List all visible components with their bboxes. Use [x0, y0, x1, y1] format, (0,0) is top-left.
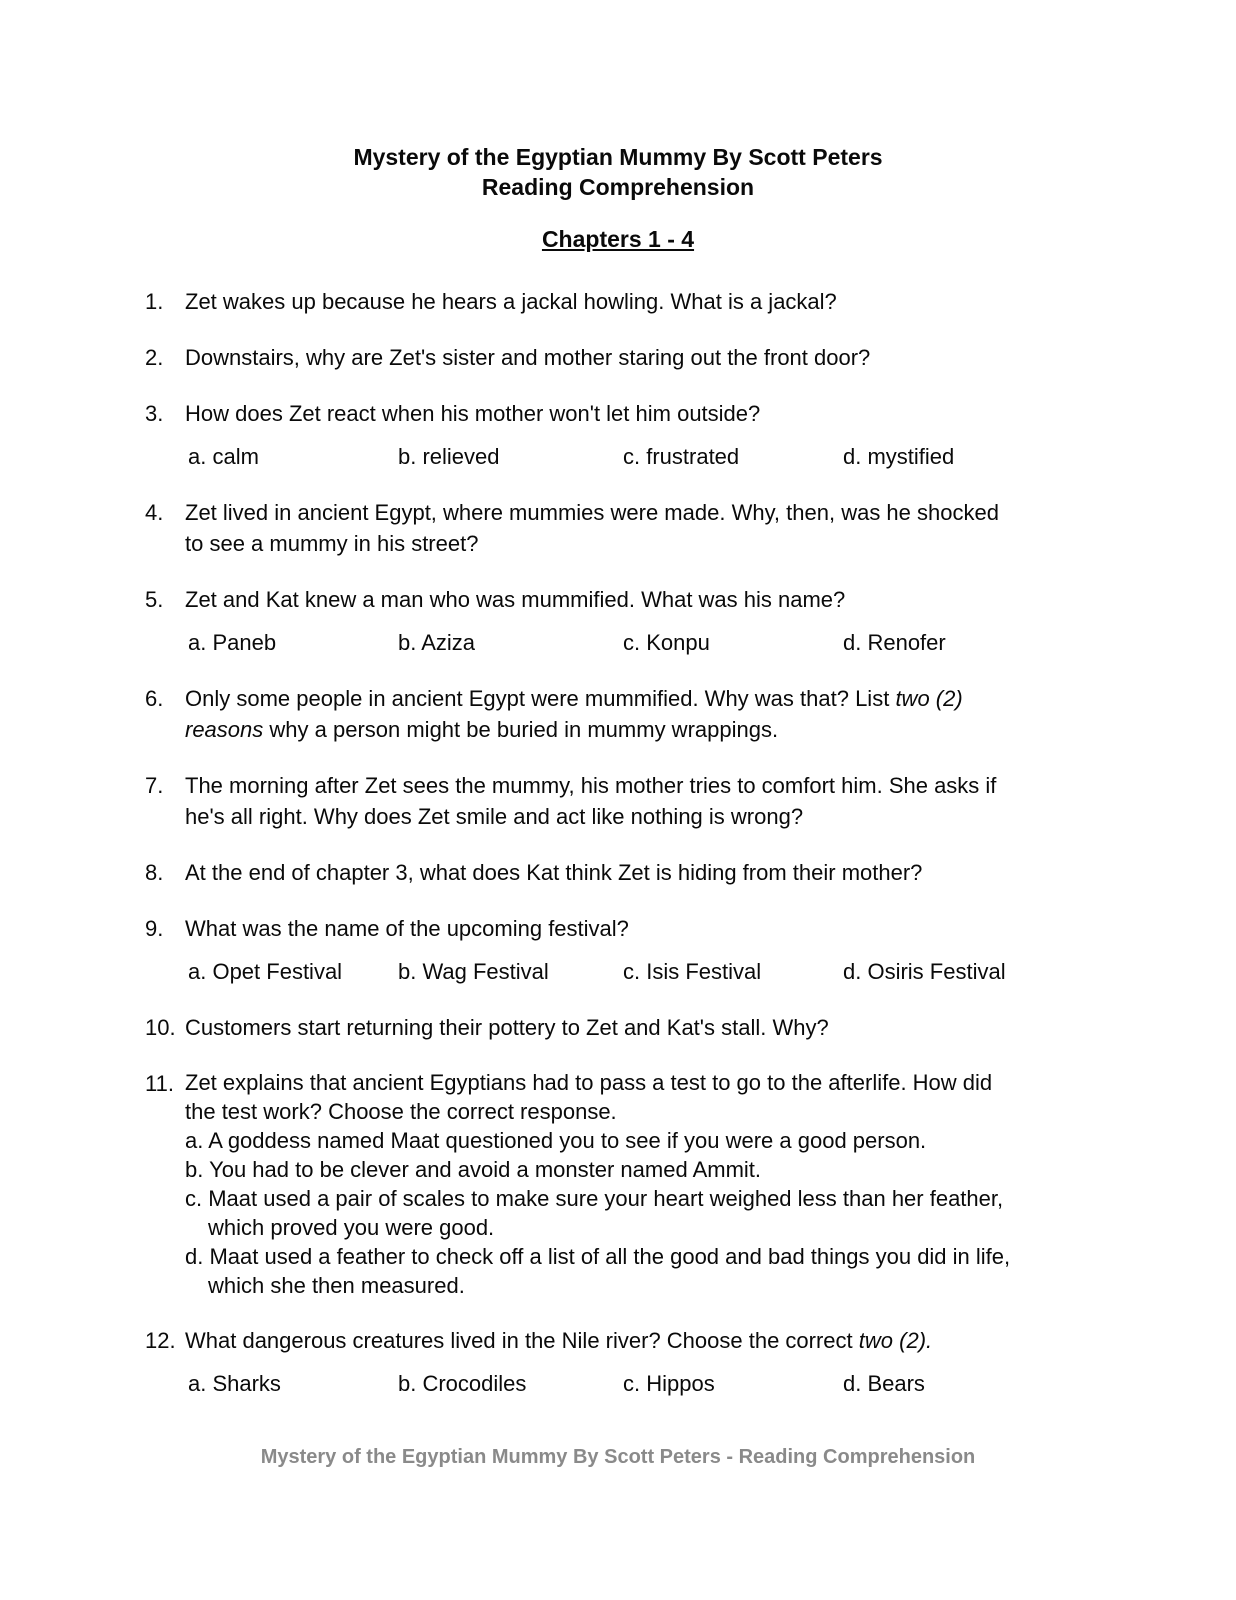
question-line: At the end of chapter 3, what does Kat think Zet is hiding from their mother?	[185, 860, 923, 885]
question-9-choices	[145, 956, 1146, 987]
question-line: Customers start returning their pottery to Zet and Kat's stall. Why?	[185, 1015, 829, 1040]
choice-a: a. calm	[188, 444, 259, 469]
chapters-heading-text: Chapters 1 - 4	[541, 226, 695, 252]
question-12-choices	[145, 1368, 1146, 1399]
question-12	[145, 1325, 1146, 1399]
question-line: he's all right. Why does Zet smile and act like nothing is wrong?	[185, 804, 804, 829]
question-line: Zet and Kat knew a man who was mummified. What was his name?	[185, 587, 846, 612]
choice-c: c. Isis Festival	[623, 959, 762, 984]
choice-d: d. mystified	[843, 444, 955, 469]
question-10-number: 10.	[145, 1015, 176, 1040]
question-8-text	[185, 857, 1146, 888]
choice-c: c. frustrated	[623, 444, 740, 469]
question-7-number: 7.	[145, 773, 164, 798]
choice-a: a. Sharks	[188, 1371, 281, 1396]
question-1-text	[185, 286, 1146, 317]
choice-d: d. Bears	[843, 1371, 925, 1396]
question-2-number: 2.	[145, 345, 164, 370]
question-line: Only some people in ancient Egypt were mummified. Why was that? List two (2)	[185, 686, 963, 711]
choice-a: a. Opet Festival	[188, 959, 343, 984]
choice-b: b. Aziza	[398, 630, 476, 655]
question-12-number: 12.	[145, 1328, 176, 1353]
choice-d: d. Renofer	[843, 630, 946, 655]
question-4-text	[185, 497, 1146, 559]
choice-b: b. You had to be clever and avoid a monster named Ammit.	[185, 1157, 762, 1182]
question-5-number: 5.	[145, 587, 164, 612]
question-line: Downstairs, why are Zet's sister and mother staring out the front door?	[185, 345, 871, 370]
choice-b: b. Crocodiles	[398, 1371, 527, 1396]
question-7-text	[185, 770, 1146, 832]
question-line: Zet lived in ancient Egypt, where mummies were made. Why, then, was he shocked	[185, 500, 999, 525]
question-5-text	[185, 584, 1146, 615]
choice-c: c. Konpu	[623, 630, 710, 655]
question-6-number: 6.	[145, 686, 164, 711]
question-11	[145, 1068, 1146, 1300]
question-10	[145, 1012, 1146, 1043]
question-4	[145, 497, 1146, 559]
question-5-choices	[145, 627, 1146, 658]
question-9	[145, 913, 1146, 987]
question-3-text	[185, 398, 1146, 429]
question-1	[145, 286, 1146, 317]
question-line: What dangerous creatures lived in the Nile river? Choose the correct two (2).	[185, 1328, 933, 1353]
choice-a: a. Paneb	[188, 630, 277, 655]
choice-c: c. Hippos	[623, 1371, 715, 1396]
question-8	[145, 857, 1146, 888]
question-6	[145, 683, 1146, 745]
title-line-1: Mystery of the Egyptian Mummy By Scott Peters	[353, 144, 883, 170]
question-line: to see a mummy in his street?	[185, 531, 479, 556]
question-7	[145, 770, 1146, 832]
question-2-text	[185, 342, 1146, 373]
chapters-heading	[0, 224, 1236, 254]
question-line: Zet explains that ancient Egyptians had to pass a test to go to the afterlife. How did	[185, 1070, 993, 1095]
footer-text: Mystery of the Egyptian Mummy By Scott Peters - Reading Comprehension	[260, 1446, 976, 1468]
question-1-number: 1.	[145, 289, 164, 314]
question-2	[145, 342, 1146, 373]
question-11-choices	[185, 1126, 1146, 1300]
worksheet-header	[0, 0, 1236, 254]
question-10-text	[185, 1012, 1146, 1043]
question-6-text	[185, 683, 1146, 745]
question-line: reasons why a person might be buried in mummy wrappings.	[185, 717, 779, 742]
choice-d: d. Maat used a feather to check off a list of all the good and bad things you did in life,	[185, 1244, 1011, 1269]
question-line: The morning after Zet sees the mummy, his mother tries to comfort him. She asks if	[185, 773, 997, 798]
choice-a: a. A goddess named Maat questioned you to see if you were a good person.	[185, 1128, 927, 1153]
question-list	[0, 286, 1236, 1399]
question-9-text	[185, 913, 1146, 944]
question-3	[145, 398, 1146, 472]
title-line-2: Reading Comprehension	[481, 174, 755, 200]
question-4-number: 4.	[145, 500, 164, 525]
question-line: Zet wakes up because he hears a jackal howling. What is a jackal?	[185, 289, 837, 314]
choice-b: b. Wag Festival	[398, 959, 549, 984]
choice-d: d. Osiris Festival	[843, 959, 1006, 984]
choice-c: c. Maat used a pair of scales to make sure your heart weighed less than her feather,	[185, 1186, 1004, 1211]
choice-d-continuation: which she then measured.	[208, 1273, 465, 1298]
question-8-number: 8.	[145, 860, 164, 885]
question-line: How does Zet react when his mother won't let him outside?	[185, 401, 761, 426]
question-line: What was the name of the upcoming festival?	[185, 916, 629, 941]
question-11-number: 11.	[145, 1071, 174, 1096]
question-line: the test work? Choose the correct response.	[185, 1099, 617, 1124]
question-12-text	[185, 1325, 1146, 1356]
question-9-number: 9.	[145, 916, 164, 941]
choice-b: b. relieved	[398, 444, 500, 469]
choice-c-continuation: which proved you were good.	[208, 1215, 495, 1240]
question-3-choices	[145, 441, 1146, 472]
question-3-number: 3.	[145, 401, 164, 426]
question-11-text	[185, 1068, 1146, 1300]
question-5	[145, 584, 1146, 658]
